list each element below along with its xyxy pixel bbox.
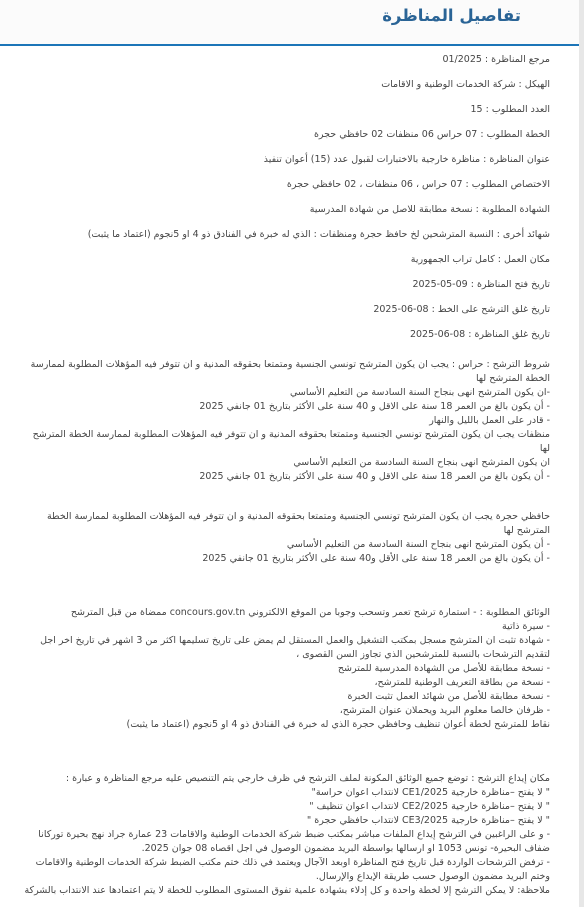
submission-line: مكان إيداع الترشح : توضع جميع الوثائق المكونة لملف الترشح في ظرف خارجي يتم التنصيص عليه مرجع المناظرة و عبارة :	[65, 773, 550, 784]
title-underline	[0, 44, 579, 46]
field-required-count: العدد المطلوب : 15	[470, 104, 550, 115]
submission-line: " لا يفتح –مناظرة خارجية CE3/2025 لانتداب حافظي حجرة "	[306, 815, 550, 826]
field-specialty: الاختصاص المطلوب : 07 حراس ، 06 منظفات ، 02 حافظي حجرة	[286, 179, 550, 190]
condition-line: - أن يكون بالغ من العمر 18 سنة على الاقل و 40 سنة على الأكثر بتاريخ 01 جانفي 2025	[199, 471, 550, 482]
documents-line: - نسخة مطابقة للأصل من الشهادة المدرسية للمترشح	[337, 663, 550, 674]
condition-line: حافظي حجرة يجب ان يكون المترشح تونسي الجنسية ومتمتعا بحقوقه المدنية و ان تتوفر فيه المؤهلات المطلوبة لممارسة الخطة المترشح لها	[46, 511, 550, 536]
condition-line: - أن يكون المترشح انهى بنجاح السنة السادسة من التعليم الأساسي	[286, 539, 550, 550]
right-edge-divider	[579, 0, 584, 907]
documents-line: نقاط للمترشح لخطة أعوان تنظيف وحافظي حجرة الذي له خبرة في الفنادق ذو 4 او 5نجوم (اعتماد ما يثبت)	[126, 719, 550, 730]
field-reference: مرجع المناظرة : 01/2025	[442, 54, 550, 65]
submission-line: - ترفض الترشحات الواردة قبل تاريخ فتح المناظرة اوبعد الآجال ويعتمد في ذلك ختم مكتب الضبط شركة الخدمات الوطنية والاقامات وختم البريد مضمون الوصول حسب طريقة الإيداع والإرسال.	[35, 857, 550, 882]
conditions-guards	[20, 358, 550, 428]
condition-line: -ان يكون المترشح انهى بنجاح السنة السادسة من التعليم الأساسي	[289, 387, 550, 398]
documents-line: الوثائق المطلوبة : - استمارة ترشح تعمر وتسحب وجوبا من الموقع الالكتروني concours.gov.tn ممضاة من قبل المترشح	[70, 607, 550, 618]
conditions-section	[20, 358, 550, 566]
condition-line: - قادر على العمل بالليل والنهار	[429, 415, 550, 426]
field-required-diploma: الشهادة المطلوبة : نسخة مطابقة للاصل من شهادة المدرسية	[309, 204, 550, 215]
conditions-room-keepers	[20, 510, 550, 566]
field-competition-title: عنوان المناظرة : مناظرة خارجية بالاختبارات لقبول عدد (15) أعوان تنفيذ	[263, 154, 550, 165]
condition-line: - أن يكون بالغ من العمر 18 سنة على الاقل و 40 سنة على الأكثر بتاريخ 01 جانفي 2025	[199, 401, 550, 412]
condition-line: ان يكون المترشح انهى بنجاح السنة السادسة من التعليم الأساسي	[293, 457, 550, 468]
condition-line: منظفات يجب ان يكون المترشح تونسي الجنسية ومتمتعا بحقوقه المدنية و ان تتوفر فيه المؤهلات المطلوبة لممارسة الخطة المترشح لها	[32, 429, 550, 454]
field-online-closing-date: تاريخ غلق الترشح على الخط : 08-06-2025	[373, 304, 550, 315]
required-documents-section	[20, 606, 550, 732]
condition-line: شروط الترشح : حراس : يجب ان يكون المترشح تونسي الجنسية ومتمتعا بحقوقه المدنية و ان تتوفر فيه المؤهلات المطلوبة لممارسة الخطة المترشح لها	[30, 359, 550, 384]
field-required-plan: الخطة المطلوب : 07 حراس 06 منظفات 02 حافظي حجرة	[313, 129, 550, 140]
documents-line: - نسخة من بطاقة التعريف الوطنية للمترشح،	[374, 677, 550, 688]
condition-line: - أن يكون بالغ من العمر 18 سنة على الأقل و40 سنة على الأكثر بتاريخ 01 جانفي 2025	[202, 553, 550, 564]
field-workplace: مكان العمل : كامل تراب الجمهورية	[410, 254, 550, 265]
field-other-certificates: شهائد أخرى : النسبة المترشحين لخ حافظ حجرة ومنظفات : الذي له خبرة في الفنادق ذو 4 او 5نجوم (اعتماد ما يثبت)	[87, 229, 550, 240]
submission-note: ملاحظة: لا يمكن الترشح إلا لخطة واحدة و كل إدلاء بشهادة علمية تفوق المستوى المطلوب للخطة لا يتم اعتمادها عند الانتداب بالشركة	[24, 885, 550, 896]
documents-line: - نسخة مطابقة للأصل من شهائد العمل تثبت الخبرة	[347, 691, 550, 702]
page-title: تفاصيل المناظرة	[382, 6, 521, 25]
submission-line: " لا يفتح –مناظرة خارجية CE2/2025 لانتداب اعوان تنظيف "	[309, 801, 550, 812]
field-organization: الهيكل : شركة الخدمات الوطنية و الاقامات	[381, 79, 550, 90]
page-header	[0, 0, 579, 44]
submission-line: - و على الراغبين في الترشح إيداع الملفات مباشر بمكتب ضبط شركة الخدمات الوطنية والاقامات 23 عمارة جراد نهج بحيرة توركانا ضفاف البحيرة- تونس 1053 او ارسالها بواسطة البريد مضمون الوصول في اجل اقصاه 08 جوان 2025.	[38, 829, 550, 854]
field-closing-date: تاريخ غلق المناظرة : 08-06-2025	[409, 329, 550, 340]
competition-details	[20, 53, 550, 898]
submission-line: " لا يفتح –مناظرة خارجية CE1/2025 لانتداب اعوان حراسة"	[311, 787, 550, 798]
documents-line: - شهادة تثبت ان المترشح مسجل بمكتب التشغيل والعمل المستقل لم يمض على تاريخ تسليمها اكثر من 3 اشهر في تاريخ اخر اجل لتقديم الترشحات بالنسبة للمترشحين الذي تجاوز السن القصوى ،	[40, 635, 550, 660]
documents-line: - سيرة ذاتية	[502, 621, 550, 632]
submission-section	[20, 772, 550, 898]
documents-line: - ظرفان خالصا معلوم البريد ويحملان عنوان المترشح،	[339, 705, 550, 716]
conditions-cleaners	[20, 428, 550, 484]
field-opening-date: تاريخ فتح المناظرة : 09-05-2025	[412, 279, 550, 290]
